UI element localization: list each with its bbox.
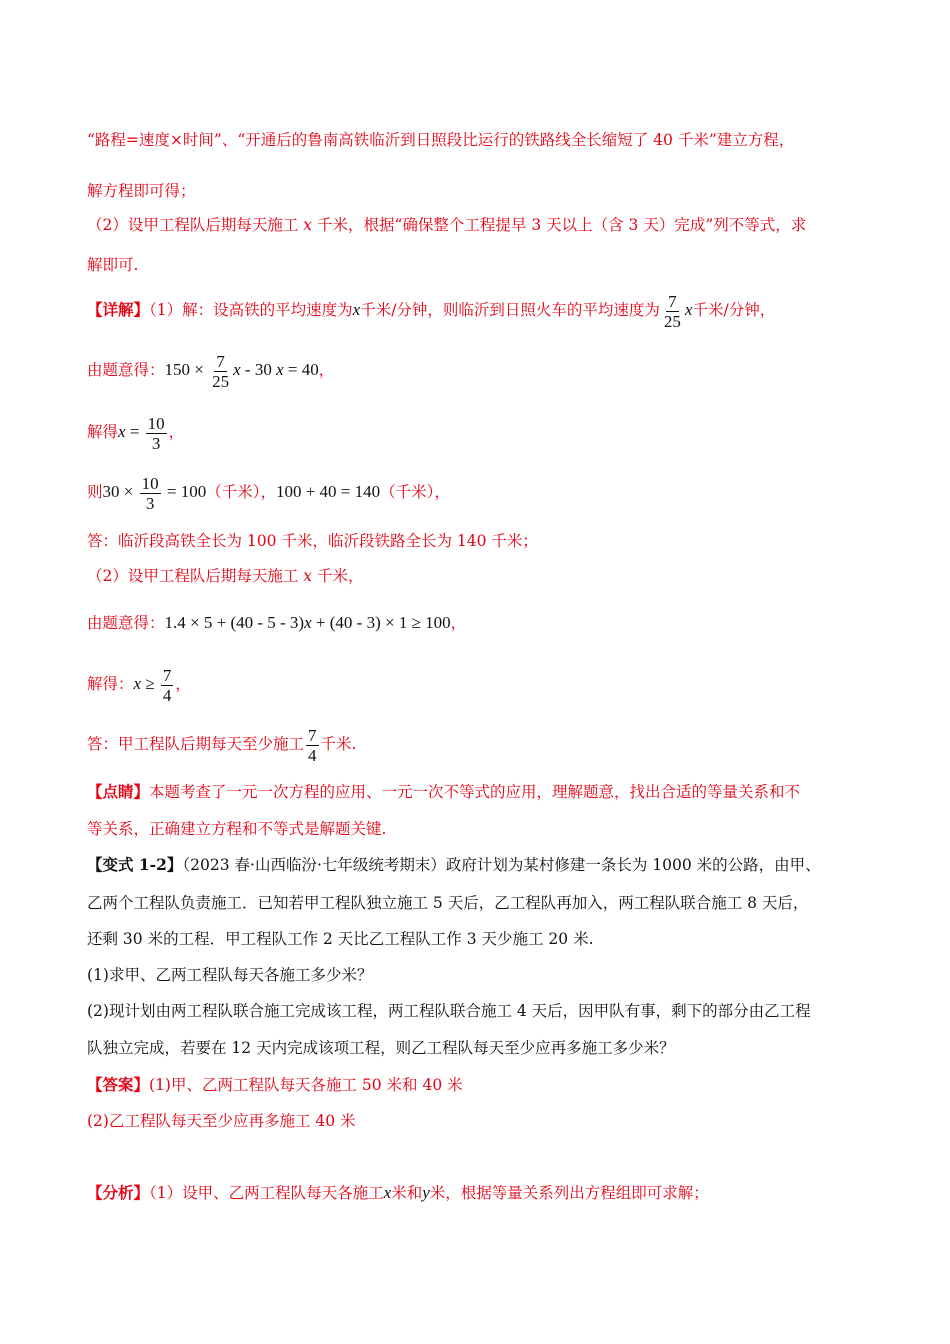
text-span: (2)现计划由两工程队联合施工完成该工程，两工程队联合施工 4 天后，因甲队有事，剩下的部分由乙工程 bbox=[87, 1002, 811, 1020]
detail-line bbox=[87, 288, 775, 332]
answer-tag: 【答案】 bbox=[87, 1075, 150, 1094]
text-span: 千米，根据“确保整个工程提早 3 天以上（含 3 天）完成”列不等式，求 bbox=[312, 216, 807, 234]
text-span: 还剩 30 米的工程．甲工程队工作 2 天比乙工程队工作 3 天少施工 20 米. bbox=[87, 930, 594, 948]
math-expr: 100 + 40 = 140 bbox=[275, 482, 381, 501]
text-span: 千米/分钟，则临沂到日照火车的平均速度为 bbox=[360, 301, 660, 319]
fraction-denominator: 3 bbox=[145, 493, 155, 513]
fraction bbox=[306, 726, 319, 765]
math-expr: 150 × bbox=[164, 360, 209, 379]
text-span: （2）设甲工程队后期每天施工 bbox=[87, 567, 304, 585]
inequality-line bbox=[87, 612, 466, 634]
text-span: 千米. bbox=[320, 735, 357, 753]
text-line bbox=[87, 180, 196, 202]
fraction bbox=[662, 292, 683, 331]
text-span: 由题意得： bbox=[87, 361, 165, 379]
text-span: ， bbox=[175, 675, 191, 693]
math-var: x bbox=[684, 300, 693, 319]
variant-header bbox=[87, 854, 821, 876]
math-var: x bbox=[304, 613, 312, 632]
math-var: y bbox=[422, 1183, 430, 1202]
text-line bbox=[87, 565, 363, 587]
text-line bbox=[87, 1037, 675, 1059]
computation-line bbox=[87, 470, 450, 514]
fraction-numerator: 10 bbox=[147, 413, 165, 433]
fraction-numerator: 7 bbox=[216, 351, 225, 371]
math-var: x bbox=[133, 674, 142, 693]
text-span: ， bbox=[450, 614, 467, 632]
math-expr: (40 - 5 - 3) bbox=[230, 613, 305, 632]
text-span: 解方程即可得； bbox=[87, 182, 196, 200]
math-expr: 1.4 × 5 + bbox=[164, 613, 231, 632]
text-span: 答：临沂段高铁全长为 100 千米，临沂段铁路全长为 140 千米； bbox=[87, 532, 538, 550]
text-span: （1）解：设高铁的平均速度为 bbox=[149, 301, 353, 319]
math-expr: × 1 ≥ 100 bbox=[380, 613, 451, 632]
text-span: （2）设甲工程队后期每天施工 bbox=[87, 216, 304, 234]
text-span: 千米/分钟， bbox=[692, 301, 776, 319]
question-1 bbox=[87, 964, 372, 986]
text-span: （千米）， bbox=[380, 483, 450, 501]
math-var: x bbox=[233, 360, 241, 379]
text-span: 队独立完成，若要在 12 天内完成该项工程，则乙工程队每天至少应再多施工多少米？ bbox=[87, 1039, 675, 1057]
math-expr: = 100 bbox=[162, 482, 207, 501]
math-var: x bbox=[303, 216, 313, 234]
text-span: 解即可. bbox=[87, 256, 139, 274]
text-span: （2023 春·山西临汾·七年级统考期末）政府计划为某村修建一条长为 1000 米的公路，由甲、 bbox=[182, 856, 821, 874]
text-span: “路程=速度×时间”、“开通后的鲁南高铁临沂到日照段比运行的铁路线全长缩短了 40 千米”建立方程， bbox=[87, 131, 795, 149]
text-line bbox=[87, 129, 794, 151]
fraction bbox=[146, 414, 167, 453]
text-span: (1)甲、乙两工程队每天各施工 50 米和 40 米 bbox=[149, 1076, 463, 1094]
math-expr: ≥ bbox=[141, 674, 159, 693]
text-line bbox=[87, 530, 538, 552]
math-var: x bbox=[303, 567, 313, 585]
fraction bbox=[140, 474, 161, 513]
comment-tag: 【点睛】 bbox=[87, 782, 150, 801]
math-expr: (40 - 3) bbox=[329, 613, 381, 632]
analysis-line bbox=[87, 1182, 709, 1204]
text-span: ， bbox=[168, 423, 185, 441]
comment-line bbox=[87, 781, 800, 803]
fraction-denominator: 4 bbox=[162, 685, 172, 705]
text-span: 等关系，正确建立方程和不等式是解题关键. bbox=[87, 820, 387, 838]
fraction bbox=[161, 666, 174, 705]
fraction-numerator: 7 bbox=[668, 291, 677, 311]
math-expr: - 30 bbox=[240, 360, 277, 379]
answer-header bbox=[87, 1074, 463, 1096]
text-span: 则 bbox=[87, 483, 103, 501]
fraction-numerator: 7 bbox=[308, 725, 317, 745]
fraction-denominator: 4 bbox=[308, 745, 317, 765]
solution-line bbox=[87, 410, 184, 454]
math-expr: 30 × bbox=[102, 482, 138, 501]
text-span: （1）设甲、乙两工程队每天各施工 bbox=[149, 1184, 384, 1202]
answer-line bbox=[87, 722, 356, 766]
solution-line bbox=[87, 662, 191, 706]
text-line bbox=[87, 254, 138, 276]
text-span: 本题考查了一元一次方程的应用、一元一次不等式的应用，理解题意，找出合适的等量关系和不 bbox=[149, 783, 801, 801]
math-var: x bbox=[276, 360, 284, 379]
math-var: x bbox=[118, 422, 126, 441]
fraction bbox=[210, 352, 231, 391]
question-2 bbox=[87, 1000, 811, 1022]
fraction-numerator: 10 bbox=[141, 473, 159, 493]
text-span: 千米， bbox=[312, 567, 364, 585]
variant-tag: 【变式 1-2】 bbox=[87, 855, 183, 874]
math-expr: = bbox=[125, 422, 144, 441]
text-line bbox=[87, 214, 806, 236]
text-line bbox=[87, 892, 808, 914]
text-span: ， bbox=[318, 361, 335, 379]
math-expr: + bbox=[311, 613, 330, 632]
text-line bbox=[87, 1110, 356, 1132]
text-span: (2)乙工程队每天至少应再多施工 40 米 bbox=[87, 1112, 356, 1130]
text-span: 乙两个工程队负责施工．已知若甲工程队独立施工 5 天后，乙工程队再加入，两工程队联合施工 8 天后， bbox=[87, 894, 809, 912]
text-span: 由题意得： bbox=[87, 614, 165, 632]
fraction-denominator: 25 bbox=[663, 311, 681, 331]
math-var: x bbox=[352, 300, 361, 319]
analysis-tag: 【分析】 bbox=[87, 1183, 150, 1202]
text-span: 米，根据等量关系列出方程组即可求解； bbox=[429, 1184, 709, 1202]
text-span: 米和 bbox=[391, 1184, 423, 1202]
text-line bbox=[87, 928, 594, 950]
text-span: (1)求甲、乙两工程队每天各施工多少米？ bbox=[87, 966, 373, 984]
text-span: （千米）， bbox=[206, 483, 276, 501]
math-expr: = 40 bbox=[283, 360, 319, 379]
equation-line bbox=[87, 348, 334, 392]
fraction-denominator: 3 bbox=[151, 433, 161, 453]
text-span: 解得 bbox=[87, 423, 119, 441]
fraction-denominator: 25 bbox=[212, 371, 230, 391]
text-line bbox=[87, 818, 386, 840]
text-span: 解得： bbox=[87, 675, 134, 693]
detail-tag: 【详解】 bbox=[87, 300, 150, 319]
math-var: x bbox=[383, 1183, 392, 1202]
fraction-numerator: 7 bbox=[162, 665, 172, 685]
text-span: 答：甲工程队后期每天至少施工 bbox=[87, 735, 305, 753]
